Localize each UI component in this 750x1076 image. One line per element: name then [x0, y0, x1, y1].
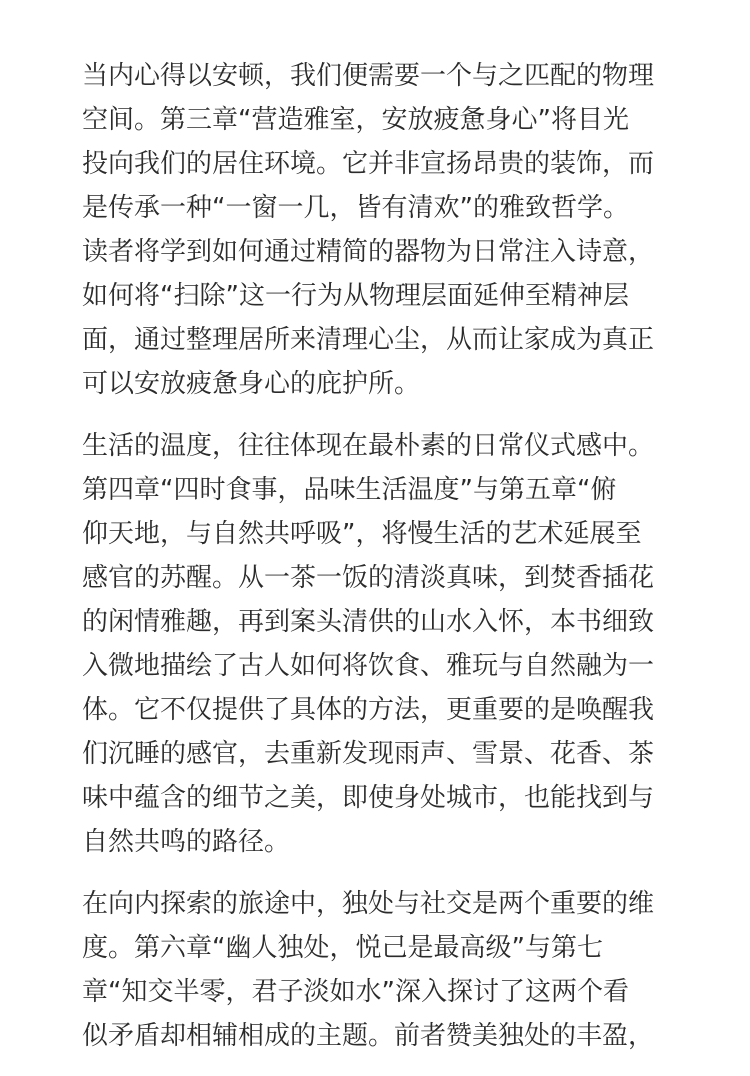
text-line: 第四章“四时食事，品味生活温度”与第五章“俯 — [82, 475, 617, 505]
text-line: 空间。第三章“营造雅室，安放疲惫身心”将目光 — [82, 105, 629, 135]
text-line: 的闲情雅趣，再到案头清供的山水入怀，本书细致 — [82, 607, 655, 637]
text-line: 味中蕴含的细节之美，即使身处城市，也能找到与 — [82, 783, 655, 813]
text-line: 生活的温度，往往体现在最朴素的日常仪式感中。 — [82, 431, 655, 461]
text-line: 当内心得以安顿，我们便需要一个与之匹配的物理 — [82, 61, 655, 91]
text-line: 自然共鸣的路径。 — [82, 827, 291, 857]
text-line: 读者将学到如何通过精简的器物为日常注入诗意， — [82, 237, 655, 267]
paragraph-chapters-four-five — [82, 424, 682, 864]
article-body — [82, 54, 682, 1076]
text-line: 体。它不仅提供了具体的方法，更重要的是唤醒我 — [82, 695, 655, 725]
text-line: 章“知交半零，君子淡如水”深入探讨了这两个看 — [82, 977, 629, 1007]
text-line: 感官的苏醒。从一茶一饭的清淡真味，到焚香插花 — [82, 563, 655, 593]
text-line: 似矛盾却相辅相成的主题。前者赞美独处的丰盈， — [82, 1021, 655, 1051]
text-line: 面，通过整理居所来清理心尘，从而让家成为真正 — [82, 325, 655, 355]
text-line: 入微地描绘了古人如何将饮食、雅玩与自然融为一 — [82, 651, 655, 681]
paragraph-chapter-three — [82, 54, 682, 406]
text-line: 是传承一种“一窗一几，皆有清欢”的雅致哲学。 — [82, 193, 629, 223]
text-line: 可以安放疲惫身心的庇护所。 — [82, 369, 421, 399]
text-line: 仰天地，与自然共呼吸”，将慢生活的艺术延展至 — [82, 519, 642, 549]
paragraph-chapters-six-seven — [82, 882, 682, 1058]
text-line: 在向内探索的旅途中，独处与社交是两个重要的维 — [82, 889, 655, 919]
text-line: 们沉睡的感官，去重新发现雨声、雪景、花香、茶 — [82, 739, 655, 769]
text-line: 度。第六章“幽人独处，悦己是最高级”与第七 — [82, 933, 603, 963]
text-line: 投向我们的居住环境。它并非宣扬昂贵的装饰，而 — [82, 149, 655, 179]
text-line: 如何将“扫除”这一行为从物理层面延伸至精神层 — [82, 281, 629, 311]
